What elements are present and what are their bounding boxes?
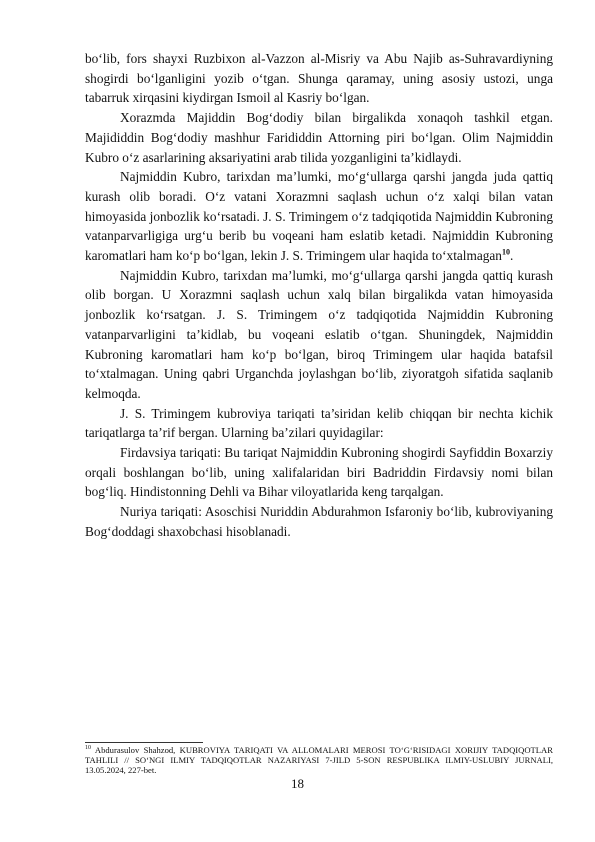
page-body [85,49,553,542]
paragraph-1: bo‘lib, fors shayxi Ruzbixon al-Vazzon al-Misriy va Abu Najib as-Suhravardiyning shogirdi bo‘lganligini yozib o‘tgan. Shunga qaramay, uning asosiy ustozi, unga tabarruk xirqasini kiydirgan Ismoil al Kasriy bo‘lgan. [85,51,553,106]
page-number: 18 [291,776,304,791]
paragraph-7: Nuriya tariqati: Asoschisi Nuriddin Abdurahmon Isfaroniy bo‘lib, kubroviyaning Bog‘doddagi shaxobchasi hisoblanadi. [85,504,553,539]
footnote-divider [85,742,203,743]
paragraph-6: Firdavsiya tariqati: Bu tariqat Najmiddin Kubroning shogirdi Sayfiddin Boxarziy orqali boshlangan bo‘lib, uning xalifalaridan biri Badriddin Firdavsiy nomi bilan bog‘liq. Hindistonning Dehli va Bihar viloyatlarida keng tarqalgan. [85,445,553,500]
footnote-number: 10 [85,745,91,752]
footnote-ref[interactable]: 10 [501,247,510,257]
footnote [85,745,553,775]
paragraph-5: J. S. Trimingem kubroviya tariqati ta’siridan kelib chiqqan bir nechta kichik tariqatlarga ta’rif bergan. Ularning ba’zilari quyidagilar: [85,405,553,441]
paragraph-3 [85,167,553,266]
paragraph-4: Najmiddin Kubro, tarixdan ma’lumki, mo‘g‘ullarga qarshi jangda qattiq kurash olib borgan. U Xorazmni saqlash uchun xalq bilan birgalikda vatan himoyasida jonbozlik ko‘rsatgan. J. S. Trimingem o‘z tadqiqotida Najmiddin Kubroning vatanparvarligini ta’kidlab, bu voqeani eslatib o‘tgan. Shuningdek, Najmiddin Kubroning karomatlari ham ko‘p bo‘lgan, biroq Trimingem ular haqida batafsil to‘xtalmagan. Uning qabri Urganchda joylashgan bo‘lib, ziyoratgoh sifatida saqlanib kelmoqda. [85,267,553,401]
footnote-text: Abdurasulov Shahzod, KUBROVIYA TARIQATI VA ALLOMALARI MEROSI TO‘G‘RISIDAGI XORIJIY TADQIQOTLAR TAHLILI // SO‘NGI ILMIY TADQIQOTLAR NAZARIYASI 7-JILD 5-SON RESPUBLIKA ILMIY-USLUBIY JURNALI, 13.05.2024, 227-bet. [85,745,553,775]
paragraph-2: Xorazmda Majiddin Bog‘dodiy bilan birgalikda xonaqoh tashkil etgan. Majididdin Bog‘dodiy mashhur Farididdin Attorning piri bo‘lgan. Olim Najmiddin Kubro o‘z asarlarining aksariyatini arab tilida yozganligini ta’kidlaydi. [85,110,553,165]
paragraph-3-end: . [509,248,514,264]
paragraph-3-text: Najmiddin Kubro, tarixdan ma’lumki, mo‘g‘ullarga qarshi jangda juda qattiq kurash olib boradi. O‘z vatani Xorazmni saqlash uchun o‘z xalqi bilan vatan himoyasida jonbozlik ko‘rsatadi. J. S. Trimingem o‘z tadqiqotida Najmiddin Kubroning vatanparvarligiga urg‘u berib bu voqeani ham eslatib ketadi. Najmiddin Kubroning karomatlari ham ko‘p bo‘lgan, lekin J. S. Trimingem ular haqida to‘xtalmagan [85,169,553,264]
